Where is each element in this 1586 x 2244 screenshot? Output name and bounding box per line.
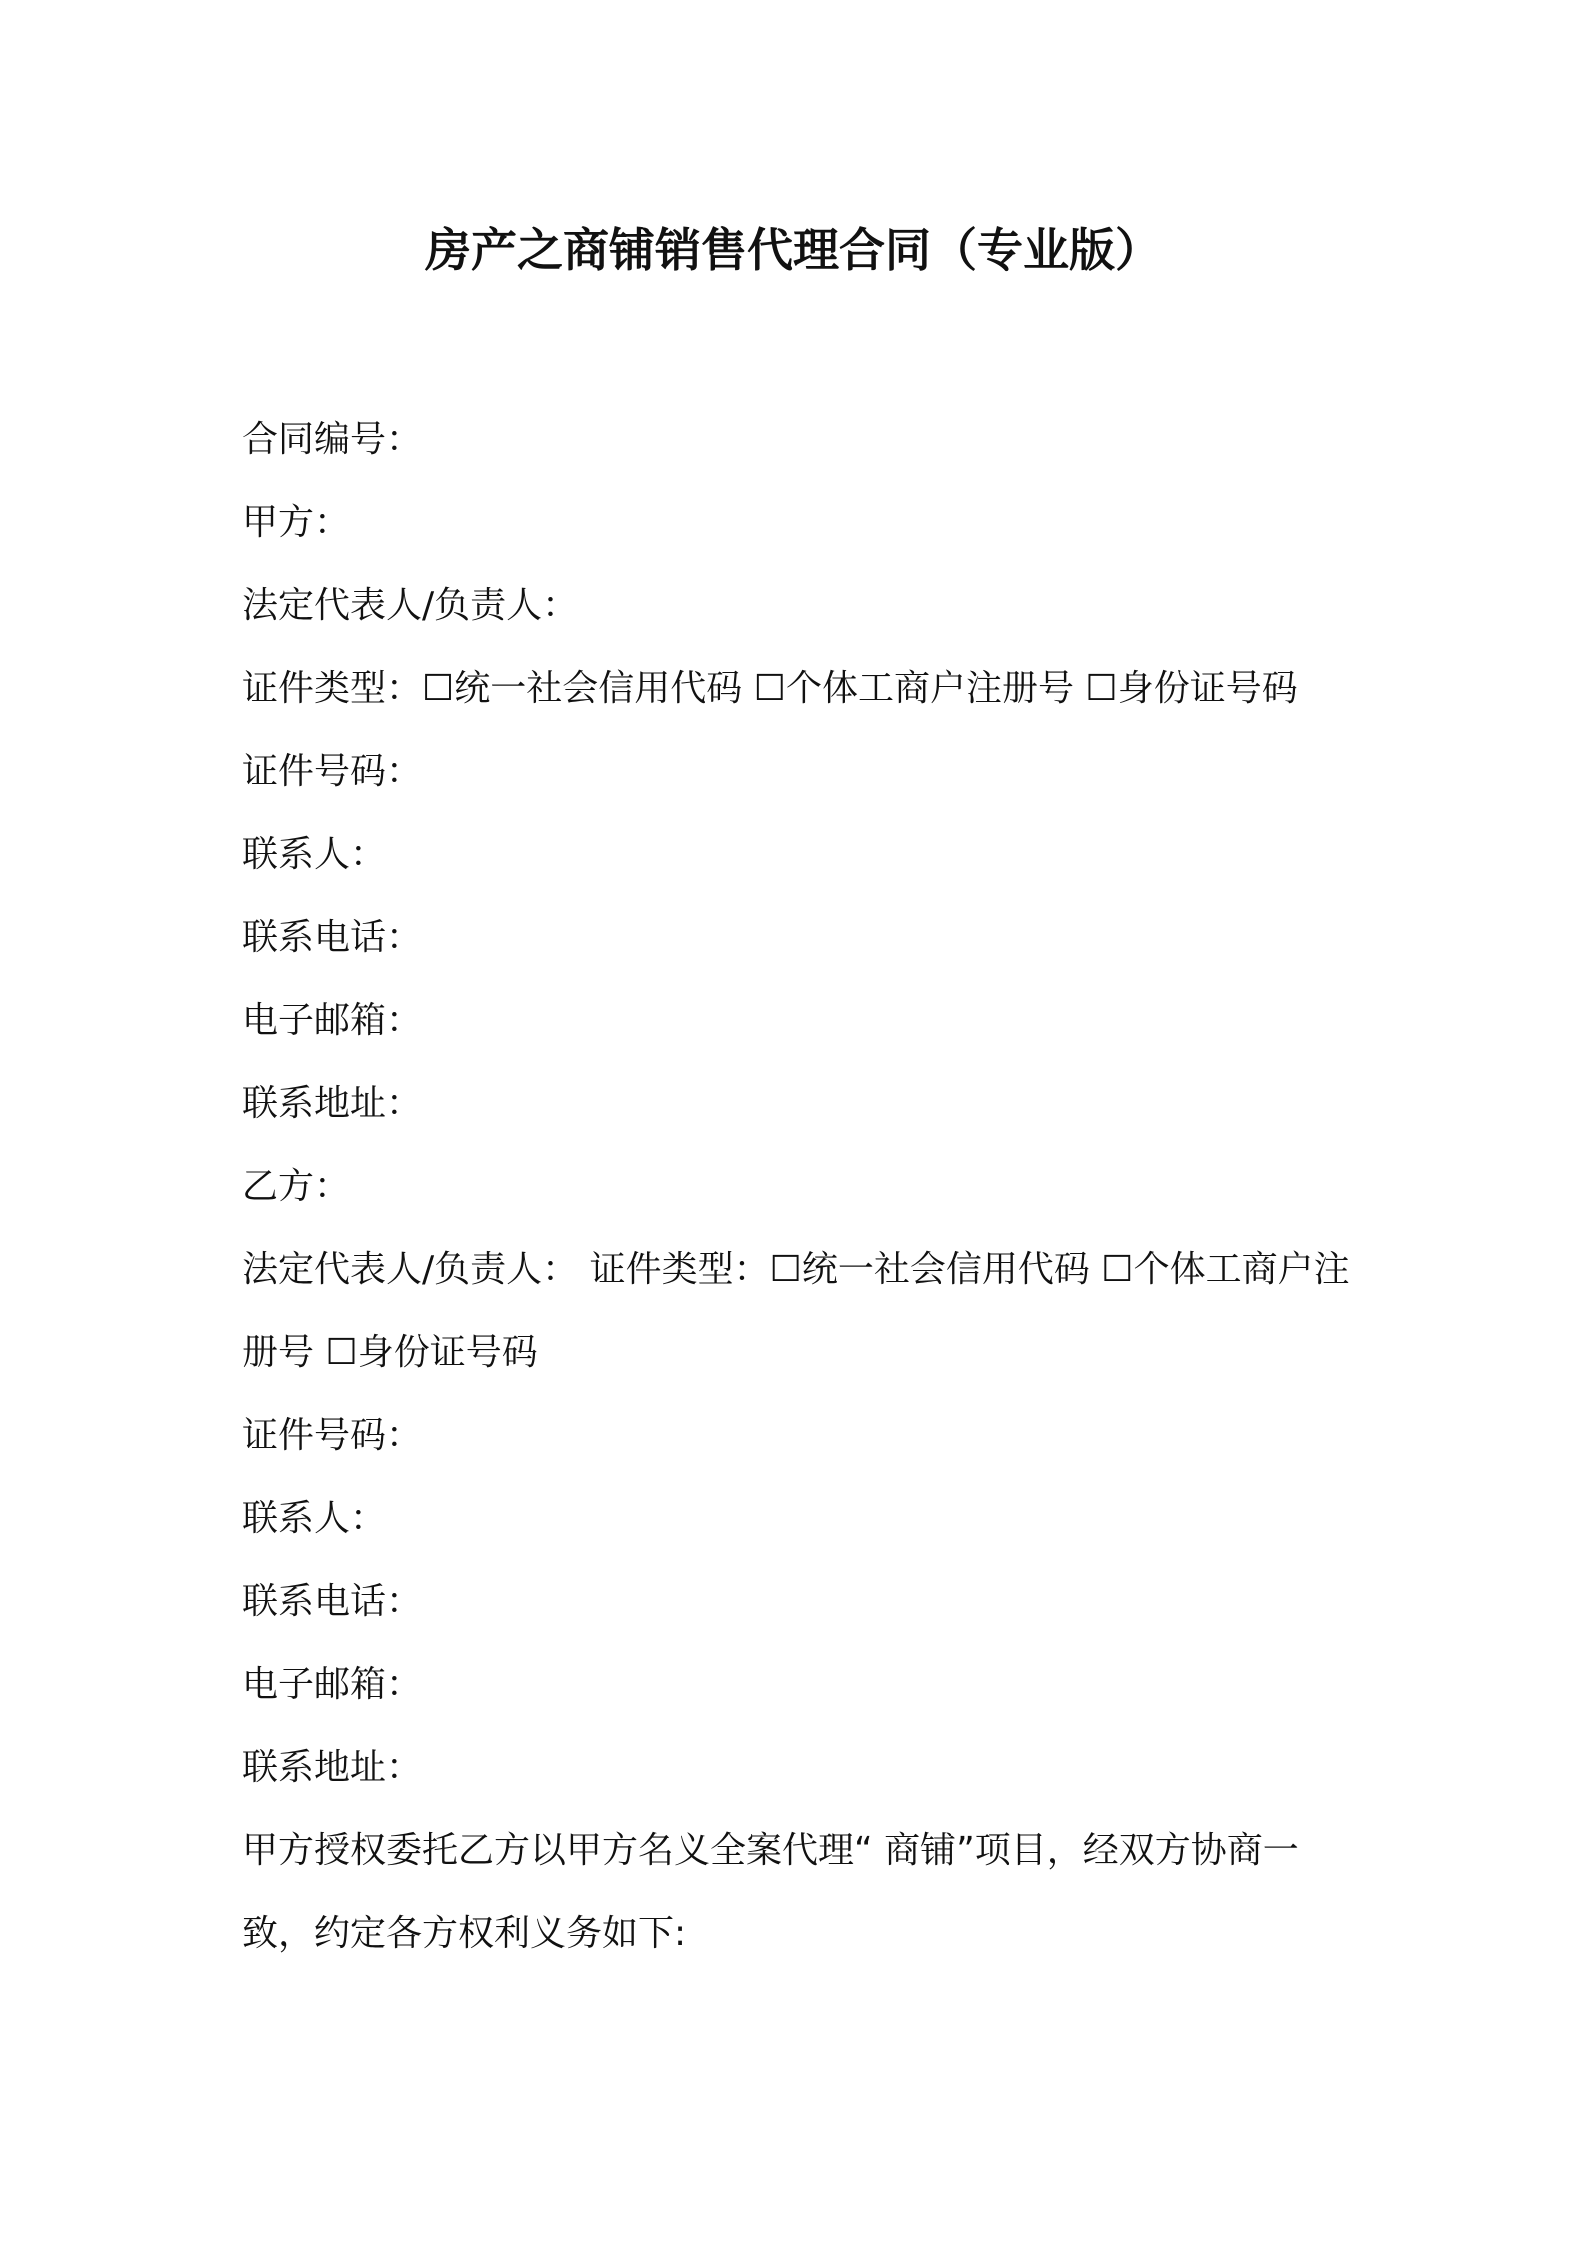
party-b-id-number: 证件号码： xyxy=(242,1415,423,1456)
party-a-email: 电子邮箱： xyxy=(242,1000,423,1041)
party-a-phone: 联系电话： xyxy=(242,917,423,958)
contract-number-field: 合同编号： xyxy=(242,419,423,460)
party-b-contact: 联系人： xyxy=(242,1498,387,1539)
document-body xyxy=(242,398,1367,1975)
party-a-contact: 联系人： xyxy=(242,834,387,875)
party-b-label: 乙方： xyxy=(242,1166,351,1207)
party-a-address: 联系地址： xyxy=(242,1083,423,1124)
preamble-paragraph: 甲方授权委托乙方以甲方名义全案代理“ 商铺”项目，经双方协商一致，约定各方权利义务如下: xyxy=(242,1830,1299,1954)
party-a-label: 甲方： xyxy=(242,502,351,543)
party-b-address: 联系地址： xyxy=(242,1747,423,1788)
party-b-representative-and-id-type: 法定代表人/负责人： 证件类型：☐统一社会信用代码 ☐个体工商户注册号 ☐身份证号码 xyxy=(242,1249,1350,1373)
party-a-representative: 法定代表人/负责人： xyxy=(242,585,579,626)
party-b-email: 电子邮箱： xyxy=(242,1664,423,1705)
party-a-id-number: 证件号码： xyxy=(242,751,423,792)
party-a-id-type: 证件类型：☐统一社会信用代码 ☐个体工商户注册号 ☐身份证号码 xyxy=(242,668,1298,709)
party-b-phone: 联系电话： xyxy=(242,1581,423,1622)
document-title: 房产之商铺销售代理合同（专业版） xyxy=(425,223,1161,277)
